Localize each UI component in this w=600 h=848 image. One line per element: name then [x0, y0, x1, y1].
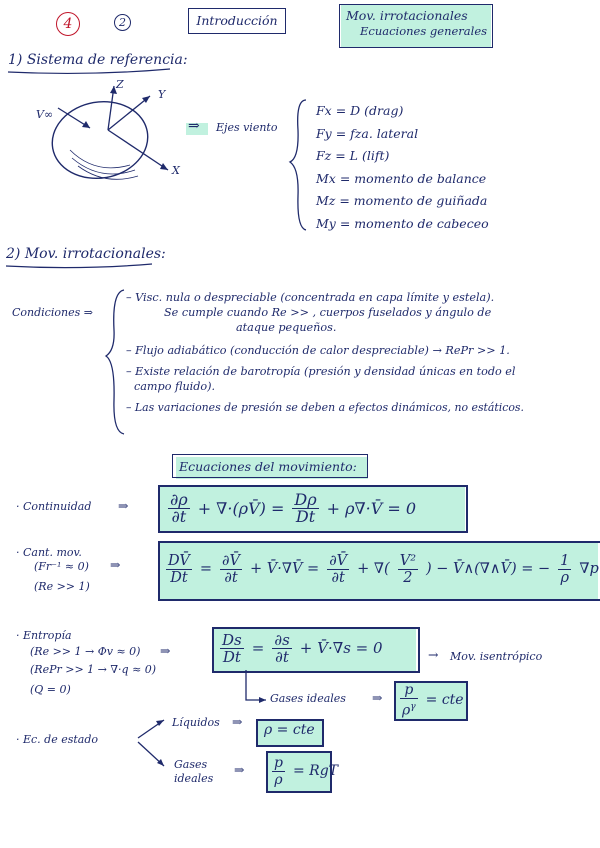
condition-2: – Flujo adiabático (conducción de calor despreciable) → RePr >> 1. — [126, 344, 510, 357]
liquids-arrow: ⇒ — [232, 714, 243, 729]
force-fy: Fy = fza. lateral — [316, 125, 419, 141]
moment-my: My = momento de cabeceo — [316, 215, 489, 231]
force-fz: Fz = L (lift) — [316, 148, 390, 163]
force-fx: Fx = D (drag) — [316, 103, 404, 118]
section-2-heading: 2) Mov. irrotacionales: — [6, 246, 166, 262]
entropy-label: · Entropía — [16, 629, 72, 642]
gases-rgt: RgT — [309, 763, 338, 779]
continuity-arrow: ⇒ — [118, 498, 129, 513]
condition-1a: – Visc. nula o despreciable (concentrada en capa límite y estela). — [126, 291, 495, 304]
y-axis-label: Y — [158, 88, 166, 101]
topic-line-1: Mov. irrotacionales — [346, 8, 468, 23]
entropy-arrow: ⇒ — [160, 643, 171, 658]
gases-equation: $\frac{p}{\rho}$ = RgT — [274, 754, 338, 788]
isentropic-arrow: → — [428, 647, 439, 662]
x-axis-label: X — [172, 164, 180, 177]
gases-arrow: ⇒ — [234, 762, 245, 777]
entropy-cond-1: (Re >> 1 → Φv ≈ 0) — [30, 645, 141, 658]
liquids-label: Líquidos — [172, 716, 220, 729]
ideal-gas-equation: $\frac{p}{\rho^\gamma}$ = cte — [402, 681, 464, 719]
entropy-cond-2: (RePr >> 1 → ∇·q ≈ 0) — [30, 663, 157, 676]
gases-label-2: ideales — [174, 772, 214, 785]
equations-heading-text: Ecuaciones del movimiento: — [179, 459, 357, 474]
liquids-equation: ρ = cte — [264, 722, 315, 738]
momentum-equation: $\frac{DV̄}{Dt}$ = $\frac{\partial V̄}{\partial t}$ + V̄·∇V̄ = $\frac{\partial V̄}{\partial t}$ + ∇( $\frac{\text{V²}}{2}$ ) − V̄∧(∇∧V̄) = − $\frac{1}{\rho}$ ∇p — [168, 552, 599, 586]
page-title-text: Introducción — [196, 13, 278, 28]
axes-arrow: ⇒ — [188, 118, 200, 134]
section-1-heading: 1) Sistema de referencia: — [8, 52, 188, 68]
liquids-const: cte — [292, 722, 315, 738]
moment-mz: Mz = momento de guiñada — [316, 193, 488, 208]
momentum-label: · Cant. mov. — [16, 546, 82, 559]
moment-mx: Mx = momento de balance — [316, 170, 487, 186]
isentropic-label: Mov. isentrópico — [450, 650, 543, 663]
conditions-label: Condiciones ⇒ — [12, 306, 93, 319]
condition-3a: – Existe relación de barotropía (presión y densidad únicas en todo el — [126, 365, 516, 378]
state-label: · Ec. de estado — [16, 733, 99, 746]
ideal-gases-arrow: ⇒ — [372, 690, 383, 705]
axes-label: Ejes viento — [216, 121, 278, 134]
continuity-equation: $\frac{\partial\rho}{\partial t}$ + ∇·(ρV̄) = $\frac{D\rho}{Dt}$ + ρ∇·V̄ = 0 — [170, 489, 417, 526]
ideal-gases-label: Gases ideales — [270, 692, 346, 705]
continuity-label: · Continuidad — [16, 500, 92, 513]
entropy-equation: $\frac{Ds}{Dt}$ = $\frac{\partial s}{\partial t}$ + V̄·∇s = 0 — [222, 630, 383, 666]
condition-1b: Se cumple cuando Re >> , cuerpos fuselados y ángulo de — [164, 306, 492, 319]
condition-4: – Las variaciones de presión se deben a efectos dinámicos, no estáticos. — [126, 401, 524, 414]
topic-line-2: Ecuaciones generales — [360, 24, 488, 38]
ideal-gas-const: cte — [441, 692, 464, 708]
page-number-1: 4 — [63, 16, 73, 32]
condition-1c: ataque pequeños. — [236, 321, 337, 334]
momentum-arrow: ⇒ — [110, 557, 121, 572]
condition-3b: campo fluido). — [134, 380, 216, 393]
momentum-cond-1: (Fr⁻¹ ≈ 0) — [34, 560, 89, 573]
entropy-cond-3: (Q = 0) — [30, 683, 71, 696]
gases-label-1: Gases — [174, 758, 208, 771]
velocity-label: V∞ — [36, 108, 54, 121]
page-number-2: 2 — [119, 16, 126, 29]
z-axis-label: Z — [116, 78, 124, 91]
momentum-cond-2: (Re >> 1) — [34, 580, 90, 593]
